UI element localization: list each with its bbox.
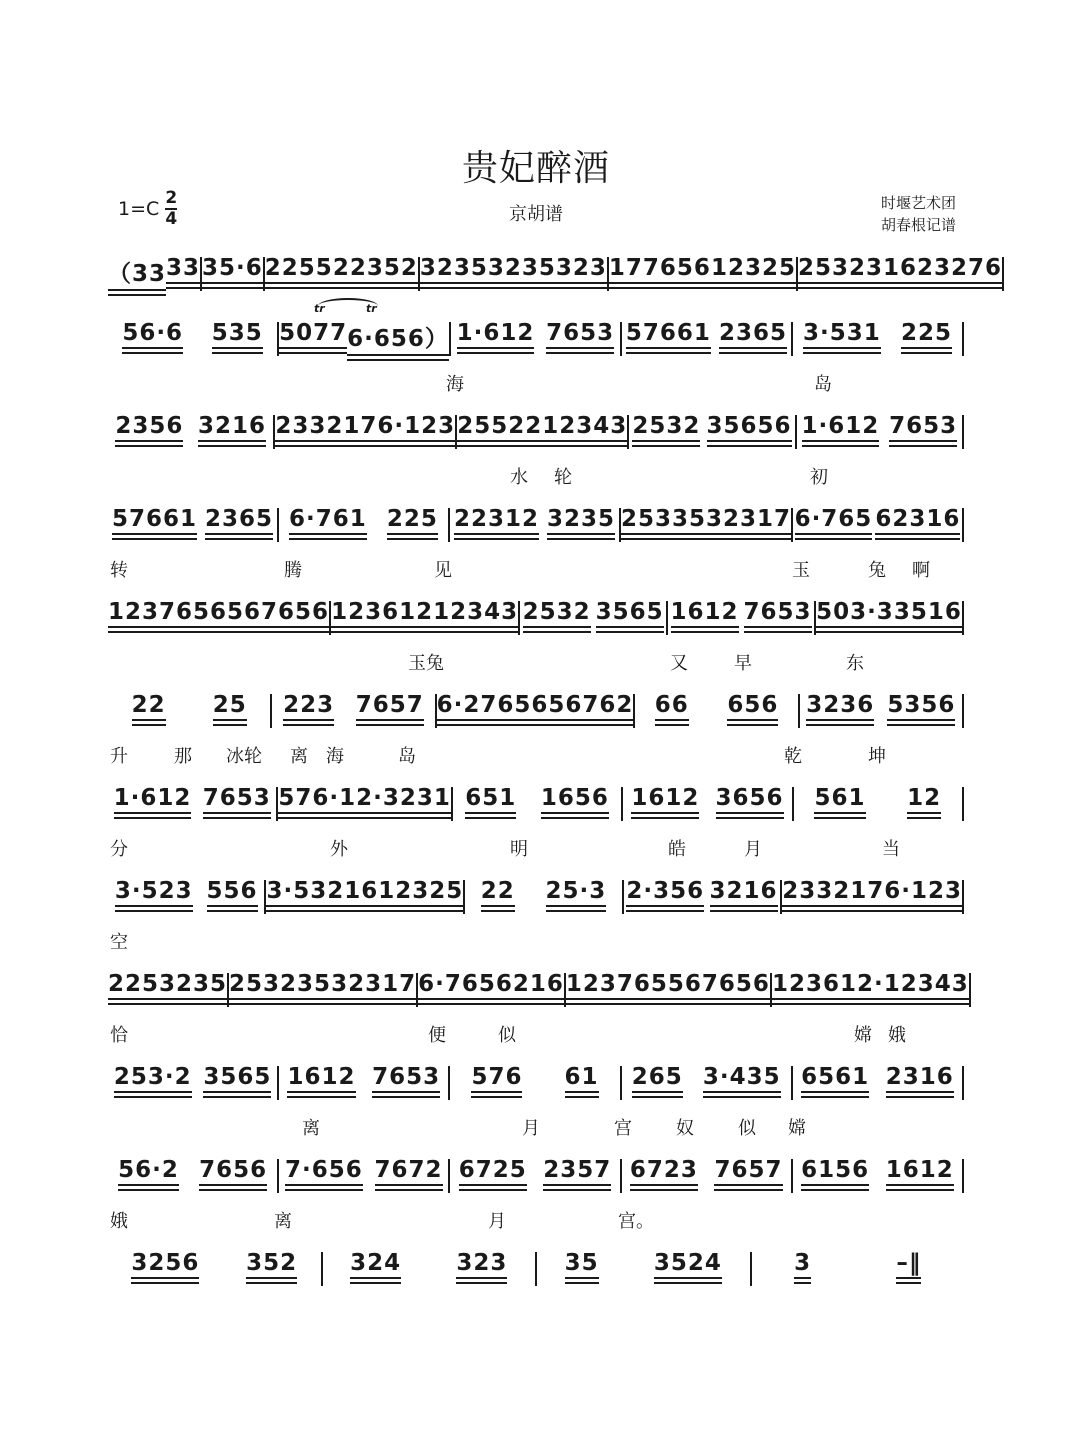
lyric-word: 岛 — [814, 374, 832, 395]
note-group: 6·765 — [795, 506, 873, 542]
note-group: 225 — [108, 971, 159, 1007]
note-group: 2316 — [886, 1064, 954, 1100]
note-group: 25323 — [798, 255, 883, 291]
note-group: 656 — [727, 692, 778, 728]
notes-line — [108, 599, 964, 639]
note-group: 225 — [387, 506, 438, 542]
note-group: 2365 — [719, 320, 787, 356]
note-group: 6·656） — [347, 320, 449, 363]
note-group: 2532 — [523, 599, 591, 635]
note-group: 22312 — [454, 506, 539, 542]
measure — [450, 1157, 619, 1193]
measure — [537, 1250, 750, 1286]
trill-mark: tr — [366, 302, 377, 315]
lyric-word: 似 — [498, 1025, 516, 1046]
lyrics-line — [108, 370, 964, 396]
lyric-word: 离 — [290, 746, 308, 767]
note-group: 1612325 — [344, 878, 463, 914]
note-group: 1·612 — [114, 785, 192, 821]
note-group: 233217 — [782, 878, 884, 914]
barline — [962, 508, 964, 542]
measure — [451, 320, 620, 356]
note-group: 3·523 — [115, 878, 193, 914]
note-group: 7657 — [356, 692, 424, 728]
barline — [962, 1066, 964, 1100]
measure — [457, 413, 627, 449]
note-group: 3·532 — [266, 878, 344, 914]
measure — [793, 1064, 962, 1100]
note-group: 3 — [202, 255, 219, 291]
note-group: 6561 — [801, 1064, 869, 1100]
note-group: 233217 — [275, 413, 377, 449]
notes-line — [108, 878, 964, 918]
note-group: 25 — [213, 692, 247, 728]
note-group: 3516 — [894, 599, 962, 635]
note-group: 25·3 — [546, 878, 607, 914]
note-group: 2357 — [543, 1157, 611, 1193]
note-group: 7653 — [744, 599, 812, 635]
lyric-word: 玉兔 — [408, 653, 444, 674]
lyrics-line — [108, 835, 964, 861]
note-group: 2532 — [632, 413, 700, 449]
notation-row — [108, 413, 964, 493]
note-group: 556 — [207, 878, 258, 914]
barline — [962, 880, 964, 914]
measure — [108, 320, 277, 356]
notes-line — [108, 1064, 964, 1104]
note-group: 1·612 — [802, 413, 880, 449]
measure — [108, 1250, 321, 1286]
note-group: 3 — [794, 1250, 811, 1286]
lyric-word: 月 — [488, 1211, 506, 1232]
lyric-word: 初 — [810, 467, 828, 488]
measure — [520, 599, 666, 635]
notes-line — [108, 785, 964, 825]
meter-bottom: 4 — [165, 209, 178, 229]
measure — [108, 785, 276, 821]
measure — [279, 320, 449, 363]
lyric-word: 冰轮 — [226, 746, 262, 767]
note-group: 7672 — [375, 1157, 443, 1193]
notation-row — [108, 506, 964, 586]
note-group: 3524 — [654, 1250, 722, 1286]
credit-transcriber: 胡春根记谱 — [880, 216, 956, 234]
lyric-word: 恰 — [110, 1025, 128, 1046]
barline — [969, 973, 971, 1007]
note-group: 33 — [166, 255, 200, 291]
lyric-word: 玉 — [792, 560, 810, 581]
notation-row — [108, 302, 964, 400]
measure — [772, 971, 969, 1007]
note-group: 57661 — [112, 506, 197, 542]
note-group: 5656762 — [514, 692, 633, 728]
measure — [108, 692, 270, 728]
lyrics-line — [108, 463, 964, 489]
barline — [962, 787, 964, 821]
notation-row — [108, 878, 964, 958]
note-group: 6725 — [459, 1157, 527, 1193]
lyric-word: 腾 — [284, 560, 302, 581]
lyric-word: 月 — [522, 1118, 540, 1139]
note-group: 22 — [132, 692, 166, 728]
notes-line — [108, 506, 964, 546]
note-group: 12376 — [566, 971, 651, 1007]
note-group: 56·6 — [122, 320, 183, 356]
note-group: 6·765 — [418, 971, 496, 1007]
measure — [624, 878, 780, 914]
measure — [794, 785, 962, 821]
note-group: 3235 — [547, 506, 615, 542]
note-group: 3256 — [131, 1250, 199, 1286]
lyric-word: 奴 — [676, 1118, 694, 1139]
credits — [881, 192, 956, 236]
note-group: 56·2 — [118, 1157, 179, 1193]
lyrics-line — [108, 1207, 964, 1233]
note-group: 12361 — [331, 599, 416, 635]
lyric-word: 娥 — [888, 1025, 906, 1046]
notes-line — [108, 413, 964, 453]
note-group: 576 — [471, 1064, 522, 1100]
notes-line — [108, 971, 969, 1011]
note-group: 1612 — [631, 785, 699, 821]
measure — [782, 878, 962, 914]
note-group: 32317 — [331, 971, 416, 1007]
note-group: 561 — [814, 785, 865, 821]
note-group: 265 — [632, 1064, 683, 1100]
lyric-word: 早 — [734, 653, 752, 674]
note-group: 225 — [901, 320, 952, 356]
note-group: 352 — [246, 1250, 297, 1286]
note-group: 2356 — [115, 413, 183, 449]
note-group: 12 — [907, 785, 941, 821]
lyric-word: 东 — [846, 653, 864, 674]
note-group: 324 — [350, 1250, 401, 1286]
lyric-word: 当 — [882, 839, 900, 860]
measure — [453, 785, 621, 821]
lyric-word: 嫦 — [788, 1118, 806, 1139]
note-group: 3565 — [596, 599, 664, 635]
measure — [108, 1157, 277, 1193]
note-group: 2212343 — [508, 413, 627, 449]
note-group: 255 — [457, 413, 508, 449]
measure — [265, 255, 418, 291]
note-group: 223 — [283, 692, 334, 728]
lyric-word: 外 — [330, 839, 348, 860]
lyric-word: 嫦 — [854, 1025, 872, 1046]
note-group: 2365 — [205, 506, 273, 542]
notation-row — [108, 692, 964, 772]
measure — [108, 971, 227, 1007]
trill-mark: tr — [314, 302, 325, 315]
note-group: 5567656 — [651, 971, 770, 1007]
note-group: 253235 — [229, 971, 331, 1007]
note-group: 6156 — [801, 1157, 869, 1193]
note-group: 177656 — [609, 255, 711, 291]
note-group: 12376 — [108, 599, 193, 635]
note-group: –‖ — [896, 1250, 921, 1286]
lyric-word: 水 — [510, 467, 528, 488]
lyric-word: 乾 — [784, 746, 802, 767]
measure — [621, 506, 791, 542]
measure — [108, 413, 273, 449]
lyric-word: 海 — [446, 374, 464, 395]
lyric-word: 离 — [302, 1118, 320, 1139]
lyrics-line — [108, 1021, 964, 1047]
notation-row — [108, 599, 964, 679]
measure — [450, 506, 619, 542]
lyric-word: 离 — [274, 1211, 292, 1232]
note-group: 253·2 — [114, 1064, 192, 1100]
note-group: 22352 — [333, 255, 418, 291]
measure — [609, 255, 796, 291]
note-group: 5356 — [887, 692, 955, 728]
lyric-word: 分 — [110, 839, 128, 860]
measure — [108, 599, 329, 635]
note-group: 61 — [565, 1064, 599, 1100]
lyric-word: 升 — [110, 746, 128, 767]
note-group: （33 — [108, 255, 166, 298]
note-group: 5·6 — [219, 255, 263, 291]
measure — [279, 506, 448, 542]
note-group: 62316 — [875, 506, 960, 542]
subtitle: 京胡谱 — [509, 204, 563, 225]
notation-row — [108, 1064, 964, 1144]
measure — [108, 255, 200, 298]
note-group: 576·1 — [278, 785, 356, 821]
lyric-word: 宫 — [614, 1118, 632, 1139]
measure — [816, 599, 962, 635]
note-group: 535 — [212, 320, 263, 356]
lyric-word: 轮 — [554, 467, 572, 488]
notes-line — [108, 1157, 964, 1197]
measure — [668, 599, 814, 635]
measure — [202, 255, 263, 291]
notes-line — [108, 255, 1003, 295]
note-group: 66 — [655, 692, 689, 728]
measure — [229, 971, 416, 1007]
note-group: 7656 — [199, 1157, 267, 1193]
note-group: 22 — [481, 878, 515, 914]
page-title: 贵妃醉酒 — [461, 148, 610, 189]
note-group: 7653 — [889, 413, 957, 449]
note-group: 503·3 — [816, 599, 894, 635]
lyric-word: 岛 — [398, 746, 416, 767]
measure — [793, 320, 962, 356]
lyric-word: 似 — [738, 1118, 756, 1139]
note-group: 3656 — [716, 785, 784, 821]
lyric-word: 又 — [670, 653, 688, 674]
measure — [331, 599, 518, 635]
note-group: 7653 — [203, 785, 271, 821]
meter-top: 2 — [165, 188, 178, 208]
measure — [275, 413, 455, 449]
note-group: 3235 — [159, 971, 227, 1007]
lyric-word: 宫。 — [618, 1211, 654, 1232]
notation-row — [108, 785, 964, 865]
measure — [279, 1157, 448, 1193]
lyrics-line — [108, 1300, 964, 1326]
note-group: 56567656 — [193, 599, 329, 635]
note-group: 12325 — [711, 255, 796, 291]
measure — [635, 692, 797, 728]
note-group: 12361 — [772, 971, 857, 1007]
lyrics-line — [108, 649, 964, 675]
lyric-word: 兔 — [868, 560, 886, 581]
lyric-word: 坤 — [868, 746, 886, 767]
notes-line — [108, 320, 964, 360]
note-group: 25335 — [621, 506, 706, 542]
note-group: 2255 — [265, 255, 333, 291]
note-group: 323 — [456, 1250, 507, 1286]
notation-row — [108, 1250, 964, 1330]
note-group: 35 — [565, 1250, 599, 1286]
measure — [108, 878, 264, 914]
key-label: 1=C — [118, 198, 160, 220]
measure — [420, 255, 607, 291]
measure — [279, 1064, 448, 1100]
lyric-word: 明 — [510, 839, 528, 860]
note-group: 7653 — [546, 320, 614, 356]
note-group: 3216 — [198, 413, 266, 449]
note-group: 7·656 — [285, 1157, 363, 1193]
barline — [962, 601, 964, 635]
note-group: 2·12343 — [857, 971, 969, 1007]
measure — [752, 1250, 965, 1286]
note-group: 1612 — [886, 1157, 954, 1193]
lyrics-line — [108, 1114, 964, 1140]
notes-line — [108, 692, 964, 732]
note-group: 212343 — [416, 599, 518, 635]
measure — [450, 1064, 619, 1100]
note-group: 32317 — [706, 506, 791, 542]
measure — [622, 1064, 791, 1100]
note-group: 235323 — [505, 255, 607, 291]
measure — [793, 1157, 962, 1193]
lyric-word: 那 — [174, 746, 192, 767]
lyric-word: 娥 — [110, 1211, 128, 1232]
note-group: 32353 — [420, 255, 505, 291]
note-group: 3565 — [203, 1064, 271, 1100]
measure — [623, 785, 791, 821]
measure — [278, 785, 451, 821]
credit-troupe: 时堰艺术团 — [880, 194, 956, 212]
note-group: 6·123 — [884, 878, 962, 914]
measure — [323, 1250, 536, 1286]
note-group: 1612 — [671, 599, 739, 635]
lyric-word: 海 — [326, 746, 344, 767]
note-group: 7657 — [714, 1157, 782, 1193]
lyric-word: 月 — [744, 839, 762, 860]
note-group: 7653 — [372, 1064, 440, 1100]
measure — [798, 255, 1002, 291]
barline — [962, 694, 964, 728]
measure — [622, 320, 791, 356]
lyrics-line — [108, 742, 964, 768]
note-group: 1·612 — [457, 320, 535, 356]
notes-line — [108, 1250, 964, 1290]
measure — [108, 506, 277, 542]
measure — [629, 413, 794, 449]
measure — [272, 692, 434, 728]
note-group: 5077 — [279, 320, 347, 356]
barline — [962, 322, 964, 356]
notation-row — [108, 1157, 964, 1237]
lyrics-line — [108, 928, 964, 954]
note-group: 3216 — [710, 878, 778, 914]
measure — [566, 971, 770, 1007]
lyric-word: 转 — [110, 560, 128, 581]
note-group: 651 — [465, 785, 516, 821]
measure — [465, 878, 621, 914]
lyric-word: 啊 — [912, 560, 930, 581]
note-group: 35656 — [707, 413, 792, 449]
note-group: 2·356 — [626, 878, 704, 914]
measure — [622, 1157, 791, 1193]
note-group: 6·761 — [289, 506, 367, 542]
lyric-word: 便 — [428, 1025, 446, 1046]
note-group: 1612 — [287, 1064, 355, 1100]
note-group: 1623276 — [883, 255, 1002, 291]
barline — [962, 415, 964, 449]
measure — [266, 878, 463, 914]
note-group: 3236 — [806, 692, 874, 728]
measure — [793, 506, 962, 542]
note-group: 6·276 — [437, 692, 515, 728]
measure — [437, 692, 634, 728]
notation-row — [108, 971, 969, 1051]
measure — [418, 971, 564, 1007]
lyric-word: 皓 — [668, 839, 686, 860]
note-group: 57661 — [626, 320, 711, 356]
note-group: 2·3231 — [356, 785, 451, 821]
note-group: 6216 — [496, 971, 564, 1007]
note-group: 6·123 — [377, 413, 455, 449]
measure — [800, 692, 962, 728]
note-group: 1656 — [541, 785, 609, 821]
note-group: 3·531 — [803, 320, 881, 356]
barline — [962, 1159, 964, 1193]
measure — [108, 1064, 277, 1100]
lyrics-line — [108, 556, 964, 582]
lyric-word: 空 — [110, 932, 128, 953]
lyric-word: 见 — [434, 560, 452, 581]
note-group: 6723 — [630, 1157, 698, 1193]
measure — [797, 413, 962, 449]
note-group: 3·435 — [703, 1064, 781, 1100]
barline — [1002, 257, 1004, 291]
